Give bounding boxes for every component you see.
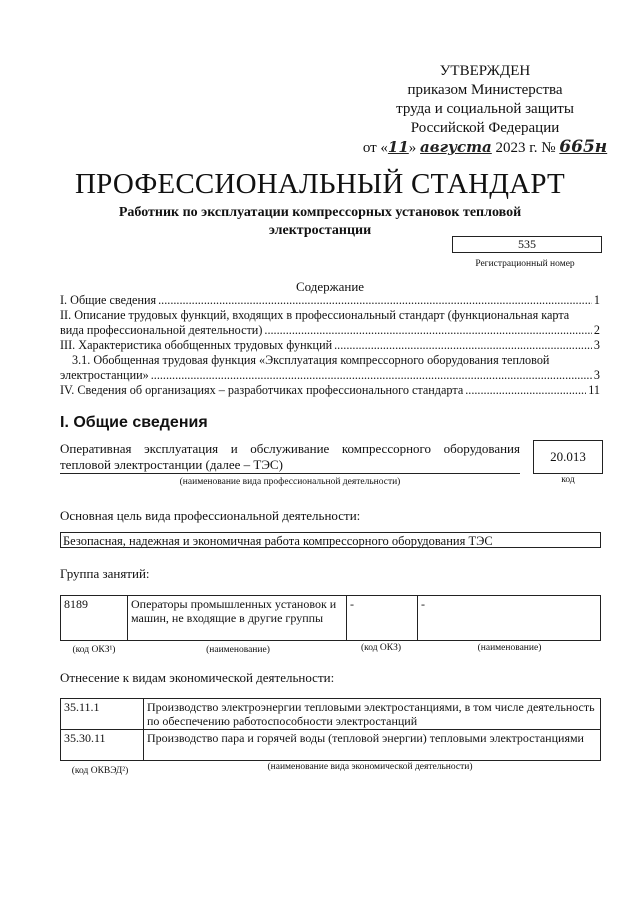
approval-line: приказом Министерства <box>407 82 563 98</box>
activity-code-box: 20.013 <box>533 440 603 474</box>
goal-label: Основная цель вида профессиональной деятельности: <box>60 508 361 523</box>
table-row <box>61 596 601 641</box>
approval-line: УТВЕРЖДЕН <box>439 63 531 79</box>
okz-code-cell: - <box>347 596 418 641</box>
handwritten-month: августа <box>420 138 492 156</box>
okved-label: Отнесение к видам экономической деятельности: <box>60 670 335 685</box>
toc-item-continuation[interactable]: вида профессиональной деятельности) ..... 2 <box>60 323 600 338</box>
activity-caption: (наименование вида профессиональной деятельности) <box>179 477 401 487</box>
table-row <box>61 699 601 730</box>
okved-table <box>60 698 601 761</box>
table-of-contents <box>60 293 600 398</box>
registration-number-label: Регистрационный номер <box>475 259 575 269</box>
approval-block <box>360 62 610 158</box>
okved-caption: (наименование вида экономической деятельности) <box>267 762 473 772</box>
okz-caption: (код ОКЗ) <box>360 643 402 653</box>
okz-code-cell: 8189 <box>61 596 128 641</box>
okved-name-cell: Производство электроэнергии тепловыми электростанциями, в том числе деятельность по обеспечению работоспособности электростанций <box>144 699 601 730</box>
handwritten-order-number: 665н <box>559 137 608 157</box>
okved-caption: (код ОКВЭД²) <box>71 766 129 776</box>
group-label: Группа занятий: <box>60 566 150 581</box>
approval-date-line: от «11» августа 2023 г. № 665н <box>362 137 608 157</box>
standard-subtitle: Работник по эксплуатации компрессорных установок тепловой электростанции <box>118 205 522 238</box>
okz-table <box>60 595 601 641</box>
toc-item[interactable]: IV. Сведения об организациях – разработчиках профессионального стандарта ..... 11 <box>60 383 600 398</box>
okz-name-cell: Операторы промышленных установок и машин, не входящие в другие группы <box>128 596 347 641</box>
activity-name: Оперативная эксплуатация и обслуживание компрессорного оборудования тепловой электростанции (далее – ТЭС) <box>60 441 520 472</box>
table-row <box>61 730 601 761</box>
toc-heading: Содержание <box>295 279 365 294</box>
okz-caption: (код ОКЗ¹) <box>72 645 116 655</box>
approval-line: труда и социальной защиты <box>396 101 574 117</box>
toc-item-continuation[interactable]: электростанции» ..... 3 <box>60 368 600 383</box>
okved-name-cell: Производство пара и горячей воды (тепловой энергии) тепловыми электростанциями <box>144 730 601 761</box>
code-caption: код <box>561 475 575 485</box>
okz-caption: (наименование) <box>477 643 542 653</box>
okz-caption: (наименование) <box>206 645 270 655</box>
toc-item[interactable]: III. Характеристика обобщенных трудовых функций ..... 3 <box>60 338 600 353</box>
toc-item[interactable]: II. Описание трудовых функций, входящих в профессиональный стандарт (функциональная карта <box>60 308 570 322</box>
okz-name-cell: - <box>418 596 601 641</box>
toc-item[interactable]: 3.1. Обобщенная трудовая функция «Эксплуатация компрессорного оборудования тепловой <box>72 353 550 367</box>
approval-line: Российской Федерации <box>410 120 560 136</box>
goal-box: Безопасная, надежная и экономичная работа компрессорного оборудования ТЭС <box>60 532 601 548</box>
section-heading: I. Общие сведения <box>60 414 208 431</box>
okved-code-cell: 35.30.11 <box>61 730 144 761</box>
document-title: ПРОФЕССИОНАЛЬНЫЙ СТАНДАРТ <box>75 168 565 200</box>
okved-code-cell: 35.11.1 <box>61 699 144 730</box>
registration-number-box: 535 <box>452 236 602 253</box>
toc-item[interactable]: I. Общие сведения ..... 1 <box>60 293 600 308</box>
handwritten-day: 11 <box>387 138 409 156</box>
